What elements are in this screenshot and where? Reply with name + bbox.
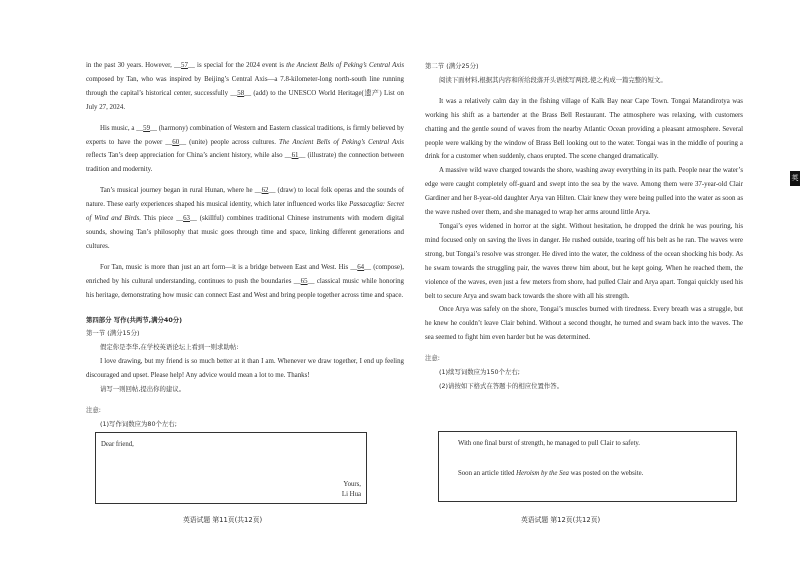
continuation-opener-1: With one final burst of strength, he managed to pull Clair to safety. <box>458 440 641 447</box>
note-label: 注意: <box>86 405 101 414</box>
note-word-count: (1)写作词数应为80个左右; <box>100 419 177 428</box>
continuation-opener-2: Soon an article titled Heroism by the Sea was posted on the website. <box>458 470 644 477</box>
right-page <box>400 0 800 570</box>
passage-paragraph-3: Tan’s musical journey began in rural Hunan, where he __62__ (draw) to local folk operas and the sounds of nature. These early experiences shaped his musical identity, which later influenced works like Passacaglia: Secret of Wind and Birds. This piece __63__ (skillful) combines traditional Chinese instruments with modern digital sounds, showing Tan’s philosophy that music goes through time and space, linking different generations and cultures. <box>86 187 404 250</box>
right-column <box>425 60 743 394</box>
passage-paragraph-1: in the past 30 years. However, __57__ is special for the 2024 event is the Ancient Bells of Peking’s Central Axis composed by Tan, who was inspired by Beijing’s Central Axis—a 7.8-kilometer-long north-south line running through the capital’s historical center, successfully __58__ (add) to the UNESCO World Heritage(遗产) List on July 27, 2024. <box>86 62 404 111</box>
letter-name: Li Hua <box>341 491 361 498</box>
blank-65[interactable]: 65 <box>300 277 308 285</box>
blank-61[interactable]: 61 <box>291 152 299 160</box>
left-column <box>86 59 404 446</box>
blank-64[interactable]: 64 <box>357 263 365 271</box>
section1-intro: 假定你是李华,在学校英语论坛上看到一则求助帖: <box>100 343 239 352</box>
note-label: 注意: <box>425 354 440 363</box>
blank-60[interactable]: 60 <box>172 138 180 146</box>
story-paragraph-4: Once Arya was safely on the shore, Tongai’s muscles burned with tiredness. Every breath was a struggle, but he knew he couldn’t leave Clair behind. Without a second thought, he turned and swam back into the waves. The sea seemed to fight him even harder but he was determined. <box>425 306 743 342</box>
continuation-box <box>438 431 737 502</box>
part4-heading: 第四部分 写作(共两节,满分40分) <box>86 315 183 324</box>
blank-58[interactable]: 58 <box>237 89 245 97</box>
section1-heading: 第一节 (满分15分) <box>86 329 140 338</box>
blank-59[interactable]: 59 <box>143 124 151 132</box>
answer-format-box <box>95 432 367 504</box>
forum-post: I love drawing, but my friend is so much better at it than I am. Whenever we draw together, I end up feeling discouraged and upset. Please help! Any advice would mean a lot to me. Thanks! <box>86 358 404 380</box>
subject-side-tab: 英 <box>790 171 800 186</box>
blank-62[interactable]: 62 <box>261 187 269 195</box>
page-footer-right: 英语试题 第12页(共12页) <box>521 516 601 524</box>
page-footer-left: 英语试题 第11页(共12页) <box>183 516 263 524</box>
story-paragraph-2: A massive wild wave charged towards the shore, washing away everything in its path. People near the water’s edge were caught completely off-guard and swept into the sea by the wave. Among them were 37-year-old Clair Gardiner and her 8-year-old daughter Arya van Hilten. Clair knew they were being pulled into the water as soon as the wave rushed over them, and she managed to wrap her arms around little Arya. <box>425 167 743 217</box>
passage-paragraph-2: His music, a __59__ (harmony) combination of Western and Eastern classical traditions, is firmly believed by experts to have the power __60__ (unite) people across cultures. The Ancient Bells of Peking’s Central Axis reflects Tan’s deep appreciation for China’s ancient history, while also __61__ (illustrate) the connection between tradition and modernity. <box>86 124 404 174</box>
passage-paragraph-4: For Tan, music is more than just an art form—it is a bridge between East and West. His __64__ (compose), enriched by his cultural understanding, continues to push the boundaries __65__ classical music while honoring his heritage, demonstrating how music can connect East and West and bring people together across time and space. <box>86 263 405 299</box>
letter-signature <box>342 480 361 500</box>
story-paragraph-1: It was a relatively calm day in the fishing village of Kalk Bay near Cape Town. Tongai Matandirotya was working his shift as a bartender at the Brass Bell Restaurant. The atmosphere was relaxing, with customers chatting and the gentle sound of waves from the nearby Atlantic Ocean providing a pleasant atmosphere. Several people were walking by the window of Brass Bell looking out to the water. Tongai was in the middle of pouring a drink for a customer when suddenly, chaos erupted. The scene changed dramatically. <box>425 97 743 161</box>
note-word-count: (1)续写词数应为150个左右; <box>439 368 520 377</box>
section2-heading: 第二节 (满分25分) <box>425 62 479 70</box>
section2-intro: 阅读下面材料,根据其内容和所给段落开头语续写两段,使之构成一篇完整的短文。 <box>439 75 667 84</box>
letter-closing: Yours, <box>343 481 361 488</box>
blank-63[interactable]: 63 <box>183 215 190 223</box>
note-format: (2)请按如下格式在答题卡的相应位置作答。 <box>439 381 564 390</box>
blank-57[interactable]: 57 <box>181 62 188 69</box>
story-paragraph-3: Tongai’s eyes widened in horror at the sight. Without hesitation, he dropped the drink he was pouring, his mind focused only on saving the lives in danger. He rushed outside, tearing off his belt as he ran. The waves were strong, but Tongai’s resolve was stronger. He dived into the water, the coldness of the ocean shocking his body. As he swam towards the struggling pair, the waves threw him about, but he kept going. When he reached them, the violence of the waves, even just a few meters from shore, had pulled Clair and Arya apart. Tongai quickly used his belt to secure Arya and swam back towards the shore with all his strength. <box>425 222 743 300</box>
writing-task: 请写一则回帖,提出你的建议。 <box>100 385 186 394</box>
letter-greeting: Dear friend, <box>101 441 134 448</box>
